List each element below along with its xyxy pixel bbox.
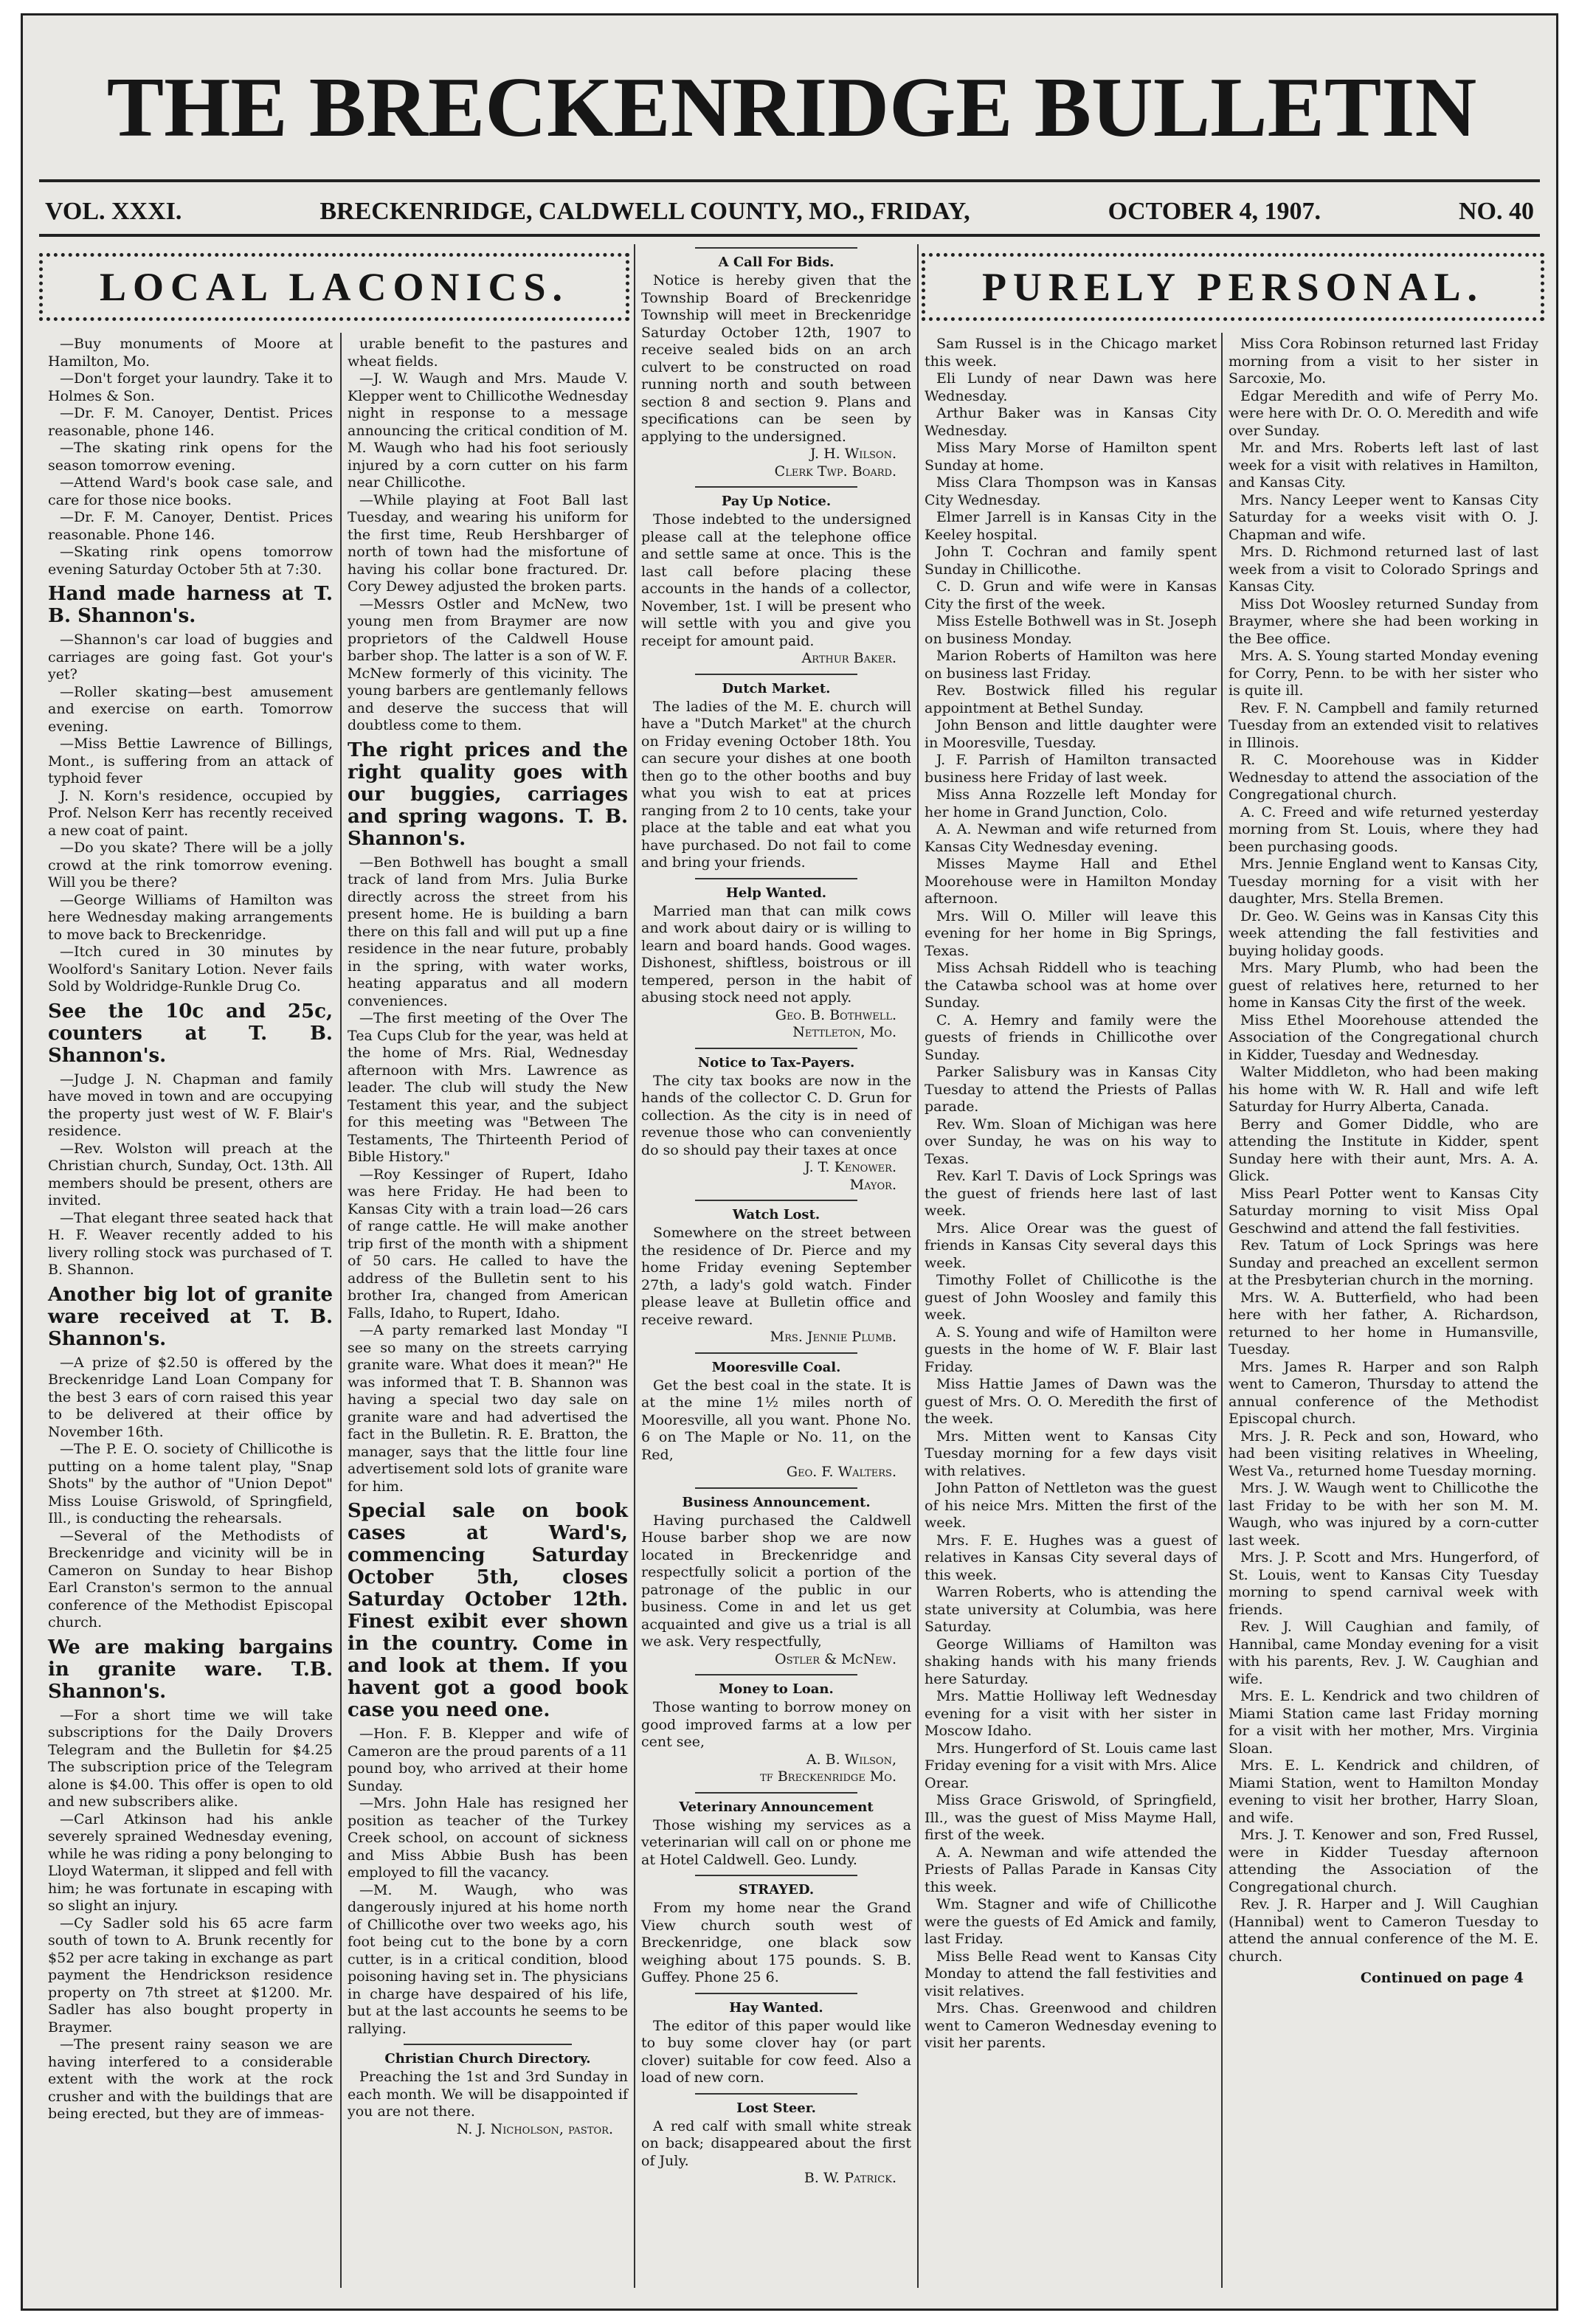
news-item: —Shannon's car load of buggies and carriages are going fast. Got your's yet? — [48, 632, 333, 682]
section-heading: A Call For Bids. — [641, 247, 911, 271]
news-item: The editor of this paper would like to buy some clover hay (or part clover) suitable for cow feed. Also a load of new corn. — [641, 2017, 911, 2086]
news-item: Eli Lundy of near Dawn was here Wednesday. — [925, 370, 1217, 404]
news-item: C. D. Grun and wife were in Kansas City the first of the week. — [925, 578, 1217, 612]
news-item: Mrs. Will O. Miller will leave this evening for her home in Big Springs, Texas. — [925, 907, 1217, 959]
signature: Mayor. — [849, 1176, 896, 1193]
news-item: Mrs. D. Richmond returned last of last week from a visit to Colorado Springs and Kansas City. — [1229, 544, 1538, 595]
signature: Geo. F. Walters. — [786, 1464, 896, 1480]
display-ad: Another big lot of granite ware received at T. B. Shannon's. — [48, 1283, 333, 1350]
news-item: C. A. Hemry and family were the guests of friends in Chillicothe over Sunday. — [925, 1011, 1217, 1063]
news-item: —Rev. Wolston will preach at the Christian church, Sunday, Oct. 13th. All members should be present, others are invited. — [48, 1140, 333, 1208]
issue-date: OCTOBER 4, 1907. — [1108, 198, 1321, 225]
news-item: Miss Hattie James of Dawn was the guest of Mrs. O. O. Meredith the first of the week. — [925, 1376, 1217, 1427]
news-item: Miss Anna Rozzelle left Monday for her home in Grand Junction, Colo. — [925, 786, 1217, 820]
news-item: —Messrs Ostler and McNew, two young men from Braymer are now proprietors of the Caldwell House barber shop. The latter is a son of W. F. McNew formerly of this vicinity. The young barbers are gentlemanly fellows and deserve the success that will doubtless come to them. — [348, 595, 628, 733]
news-item: Rev. Bostwick filled his regular appointment at Bethel Sunday. — [925, 682, 1217, 716]
section-heading: STRAYED. — [641, 1875, 911, 1898]
column-5 — [1229, 336, 1538, 1992]
news-item: Miss Achsah Riddell who is teaching the Catawba school was at home over Sunday. — [925, 960, 1217, 1011]
news-item: —Carl Atkinson had his ankle severely sprained Wednesday evening, while he was riding a pony belonging to Lloyd Waterman, it slipped and fell with him; he was fortunate in escaping with so slight an injury. — [48, 1811, 333, 1914]
news-item: J. F. Parrish of Hamilton transacted business here Friday of last week. — [925, 752, 1217, 786]
news-item: —Judge J. N. Chapman and family have moved in town and are occupying the property just west of W. F. Blair's residence. — [48, 1071, 333, 1139]
news-item: Mrs. Mattie Holliway left Wednesday evening for a visit with her sister in Moscow Idaho. — [925, 1688, 1217, 1739]
news-item: From my home near the Grand View church south west of Breckenridge, one black sow weighing about 175 pounds. S. B. Guffey. Phone 25 6. — [641, 1900, 911, 1985]
news-item: Miss Belle Read went to Kansas City Monday to attend the fall festivities and visit relatives. — [925, 1948, 1217, 1999]
news-item: Having purchased the Caldwell House barber shop we are now located in Breckenridge and respectfully solicit a portion of the patronage of the public in our business. Come in and let us get acquainted and give us a trial is all we ask. Very respectfully, — [641, 1512, 911, 1650]
column-rule — [634, 244, 635, 2288]
news-item: Dr. Geo. W. Geins was in Kansas City this week attending the fall festivities and buying holiday goods. — [1229, 907, 1538, 959]
dateline — [45, 196, 1534, 228]
news-item: Mrs. Chas. Greenwood and children went to Cameron Wednesday evening to visit her parents. — [925, 2000, 1217, 2051]
masthead-rule-top — [39, 179, 1540, 182]
news-item: A. A. Newman and wife attended the Priests of Pallas Parade in Kansas City this week. — [925, 1844, 1217, 1895]
news-item: Those indebted to the undersigned please call at the telephone office and settle same at once. This is the last call before placing these accounts in the hands of a collector, November, 1st. I will be present who will settle with you and give you receipt for amount paid. — [641, 511, 911, 649]
news-item: —George Williams of Hamilton was here Wednesday making arrangements to move back to Breckenridge. — [48, 891, 333, 943]
news-item: —Buy monuments of Moore at Hamilton, Mo. — [48, 336, 333, 370]
news-item: —Mrs. John Hale has resigned her position as teacher of the Turkey Creek school, on account of sickness and Miss Abbie Bush has been employed to fill the vacancy. — [348, 1795, 628, 1881]
news-item: —J. W. Waugh and Mrs. Maude V. Klepper went to Chillicothe Wednesday night in response to a message announcing the critical condition of M. M. Waugh who had his foot seriously injured by a corn cutter on his farm near Chillicothe. — [348, 370, 628, 491]
signature: tf Breckenridge Mo. — [760, 1768, 896, 1785]
news-item: Miss Dot Woosley returned Sunday from Braymer, where she had been working in the Bee office. — [1229, 595, 1538, 647]
newspaper-title: THE BRECKENRIDGE BULLETIN — [106, 60, 1477, 155]
news-item: Mrs. J. W. Waugh went to Chillicothe the last Friday to be with her son M. M. Waugh, who was injured by a corn-cutter last week. — [1229, 1480, 1538, 1549]
news-item: —The P. E. O. society of Chillicothe is putting on a home talent play, "Snap Shots" by the author of "Union Depot" Miss Louise Griswold, of Springfield, Ill., is conducting the rehearsals. — [48, 1441, 333, 1526]
news-item: Edgar Meredith and wife of Perry Mo. were here with Dr. O. O. Meredith and wife over Sunday. — [1229, 387, 1538, 439]
column-3 — [641, 241, 911, 2188]
news-item: Mrs. W. A. Butterfield, who had been here with her father, A. Richardson, returned to her home in Humansville, Tuesday. — [1229, 1289, 1538, 1358]
news-item: —For a short time we will take subscriptions for the Daily Drovers Telegram and the Bulletin for $4.25 The subscription price of the Telegram alone is $4.00. This offer is open to old and new subscribers alike. — [48, 1706, 333, 1810]
news-item: A. A. Newman and wife returned from Kansas City Wednesday evening. — [925, 821, 1217, 855]
news-item: Miss Grace Griswold, of Springfield, Ill., was the guest of Miss Mayme Hall, first of the week. — [925, 1792, 1217, 1843]
section-heading: Help Wanted. — [641, 878, 911, 902]
section-heading: Mooresville Coal. — [641, 1352, 911, 1376]
news-item: The city tax books are now in the hands of the collector C. D. Grun for collection. As the city is in need of revenue those who can conveniently do so should pay their taxes at once — [641, 1072, 911, 1158]
signature: N. J. Nicholson, pastor. — [456, 2120, 613, 2137]
section-heading: Dutch Market. — [641, 674, 911, 697]
news-item: Miss Cora Robinson returned last Friday morning from a visit to her sister in Sarcoxie, Mo. — [1229, 336, 1538, 387]
masthead-rule-bottom — [39, 234, 1540, 237]
news-item: —Don't forget your laundry. Take it to Holmes & Son. — [48, 370, 333, 404]
news-item: Miss Clara Thompson was in Kansas City Wednesday. — [925, 474, 1217, 508]
signature: Arthur Baker. — [801, 650, 896, 666]
news-item: —A prize of $2.50 is offered by the Breckenridge Land Loan Company for the best 3 ears of corn raised this year to be delivered at their office by November 16th. — [48, 1354, 333, 1440]
section-heading: Hay Wanted. — [641, 1993, 911, 2016]
news-item: —Roy Kessinger of Rupert, Idaho was here Friday. He had been to Kansas City with a train load—26 cars of range cattle. He will make another trip first of the month with a shipment of 50 cars. He called to have the address of the Bulletin sent to his brother Ira, changed from American Falls, Idaho, to Rupert, Idaho. — [348, 1166, 628, 1321]
newspaper-page — [21, 13, 1558, 2311]
news-item: Elmer Jarrell is in Kansas City in the Keeley hospital. — [925, 509, 1217, 543]
news-item: Rev. F. N. Campbell and family returned Tuesday from an extended visit to relatives in Illinois. — [1229, 699, 1538, 751]
news-item: A. S. Young and wife of Hamilton were guests in the home of W. F. Blair last Friday. — [925, 1324, 1217, 1375]
news-item: Notice is hereby given that the Township Board of Breckenridge Township will meet in Breckenridge Saturday October 12th, 1907 to receive sealed bids on an arch culvert to be constructed on road running north and south between section 8 and section 9. Plans and specifications can be seen by applying to the undersigned. — [641, 272, 911, 445]
news-item: —M. M. Waugh, who was dangerously injured at his home north of Chillicothe over two weeks ago, his foot being cut to the bone by a corn cutter, is in a critical condition, blood poisoning having set in. The physicians in charge have despaired of his life, but at the last accounts he seems to be rallying. — [348, 1881, 628, 2037]
news-item: —That elegant three seated hack that H. F. Weaver recently added to his livery rolling stock was purchased of T. B. Shannon. — [48, 1209, 333, 1278]
signature: Nettleton, Mo. — [792, 1024, 896, 1040]
section-heading: Money to Loan. — [641, 1674, 911, 1698]
news-item: Mrs. J. P. Scott and Mrs. Hungerford, of St. Louis, went to Kansas City Tuesday morning to spend carnival week with friends. — [1229, 1549, 1538, 1618]
news-item: Arthur Baker was in Kansas City Wednesday. — [925, 405, 1217, 439]
section-heading: Lost Steer. — [641, 2093, 911, 2117]
news-item: Warren Roberts, who is attending the state university at Columbia, was here Saturday. — [925, 1584, 1217, 1635]
column-rule — [340, 333, 342, 2288]
news-item: —Several of the Methodists of Breckenridge and vicinity will be in Cameron on Sunday to hear Bishop Earl Cranston's sermon to the annual conference of the Methodist Episcopal church. — [48, 1527, 333, 1630]
news-item: Those wishing my services as a veterinarian will call on or phone me at Hotel Caldwell. Geo. Lundy. — [641, 1816, 911, 1868]
news-item: —Attend Ward's book case sale, and care for those nice books. — [48, 474, 333, 508]
continued-notice: Continued on page 4 — [1360, 1970, 1524, 1986]
news-item: —Do you skate? There will be a jolly crowd at the rink tomorrow evening. Will you be there? — [48, 840, 333, 890]
news-item: Mrs. Mary Plumb, who had been the guest of relatives here, returned to her home in Kansas City the first of the week. — [1229, 960, 1538, 1011]
news-item: Miss Pearl Potter went to Kansas City Saturday morning to visit Miss Opal Geschwind and attend the fall festivities. — [1229, 1185, 1538, 1237]
news-item: The ladies of the M. E. church will have a "Dutch Market" at the church on Friday evening October 18th. You can secure your dishes at one booth then go to the other booths and buy what you wish to eat at prices ranging from 2 to 10 cents, take your place at the table and eat what you have purchased. Do not fail to come and bring your friends. — [641, 698, 911, 871]
news-item: —Skating rink opens tomorrow evening Saturday October 5th at 7:30. — [48, 544, 333, 578]
news-item: urable benefit to the pastures and wheat fields. — [348, 336, 628, 370]
display-ad: See the 10c and 25c, counters at T. B. Shannon's. — [48, 1000, 333, 1067]
signature: A. B. Wilson, — [806, 1751, 896, 1768]
news-item: Miss Mary Morse of Hamilton spent Sunday at home. — [925, 440, 1217, 474]
news-item: —Roller skating—best amusement and exercise on earth. Tomorrow evening. — [48, 683, 333, 735]
news-item: Mrs. Nancy Leeper went to Kansas City Saturday for a weeks visit with O. J. Chapman and wife. — [1229, 491, 1538, 543]
column-1 — [48, 336, 333, 2123]
news-item: Somewhere on the street between the residence of Dr. Pierce and my home Friday evening September 27th, a lady's gold watch. Finder please leave at Bulletin office and receive reward. — [641, 1225, 911, 1328]
signature: Clerk Twp. Board. — [774, 463, 896, 480]
news-item: Sam Russel is in the Chicago market this week. — [925, 336, 1217, 370]
signature: Ostler & McNew. — [775, 1650, 896, 1667]
news-item: —Hon. F. B. Klepper and wife of Cameron are the proud parents of a 11 pound boy, who arrived at their home Sunday. — [348, 1726, 628, 1794]
news-item: John Benson and little daughter were in Mooresville, Tuesday. — [925, 717, 1217, 751]
news-item: Mrs. James R. Harper and son Ralph went to Cameron, Thursday to attend the annual conference of the Methodist Episcopal church. — [1229, 1358, 1538, 1427]
section-heading: Business Announcement. — [641, 1487, 911, 1511]
news-item: Mrs. Jennie England went to Kansas City, Tuesday morning for a visit with her daughter, Mrs. Stella Bremen. — [1229, 856, 1538, 907]
news-item: Rev. Wm. Sloan of Michigan was here over Sunday, he was on his way to Texas. — [925, 1116, 1217, 1167]
purely-personal-banner: PURELY PERSONAL. — [922, 253, 1544, 321]
news-item: Get the best coal in the state. It is at the mine 1½ miles north of Mooresville, all you want. Phone No. 6 on The Maple or No. 11, on the Red, — [641, 1377, 911, 1463]
news-item: —Dr. F. M. Canoyer, Dentist. Prices reasonable, phone 146. — [48, 405, 333, 439]
section-heading: Pay Up Notice. — [641, 486, 911, 510]
section-heading: Notice to Tax-Payers. — [641, 1048, 911, 1071]
display-ad: Special sale on book cases at Ward's, commencing Saturday October 5th, closes Saturday October 12th. Finest exibit ever shown in the country. Come in and look at them. If you havent got a good book case you need one. — [348, 1500, 628, 1721]
news-item: J. N. Korn's residence, occupied by Prof. Nelson Kerr has recently received a new coat of paint. — [48, 787, 333, 839]
signature: J. H. Wilson. — [809, 446, 896, 462]
news-item: —Ben Bothwell has bought a small track of land from Mrs. Julia Burke directly across the street from his present home. He is building a barn there on this fall and will put up a fine residence in the near future, probably in the spring, with water works, heating apparatus and all modern conveniences. — [348, 854, 628, 1009]
issue-number: NO. 40 — [1459, 198, 1534, 225]
news-item: A red calf with small white streak on back; disappeared about the first of July. — [641, 2117, 911, 2169]
news-item: —The present rainy season we are having interfered to a considerable extent with the work at the rock crusher and with the buildings that are being erected, but they are of immeas- — [48, 2036, 333, 2122]
news-item: Rev. J. Will Caughian and family, of Hannibal, came Monday evening for a visit with his parents, Rev. J. W. Caughian and wife. — [1229, 1619, 1538, 1687]
column-4 — [925, 336, 1217, 2052]
news-item: —Miss Bettie Lawrence of Billings, Mont., is suffering from an attack of typhoid fever — [48, 736, 333, 786]
news-item: —Cy Sadler sold his 65 acre farm south of town to A. Brunk recently for $52 per acre taking in exchange as part payment the Hendrickson residence property on 7th street at $1200. Mr. Sadler has also bought property in Braymer. — [48, 1915, 333, 2036]
news-item: Rev. Karl T. Davis of Lock Springs was the guest of friends here last of last week. — [925, 1168, 1217, 1219]
place: BRECKENRIDGE, CALDWELL COUNTY, MO., FRIDAY, — [319, 198, 970, 225]
news-item: Rev. J. R. Harper and J. Will Caughian (Hannibal) went to Cameron Tuesday to attend the annual conference of the M. E. church. — [1229, 1896, 1538, 1965]
news-item: Mrs. J. R. Peck and son, Howard, who had been visiting relatives in Wheeling, West Va., returned home Tuesday morning. — [1229, 1428, 1538, 1479]
display-ad: The right prices and the right quality goes with our buggies, carriages and spring wagons. T. B. Shannon's. — [348, 739, 628, 850]
news-item: Rev. Tatum of Lock Springs was here Sunday and preached an excellent sermon at the Presbyterian church in the morning. — [1229, 1237, 1538, 1288]
news-item: —While playing at Foot Ball last Tuesday, and wearing his uniform for the first time, Reub Hershbarger of north of town had the misfortune of having his collar bone fractured. Dr. Cory Dewey adjusted the broken parts. — [348, 491, 628, 595]
news-item: Timothy Follet of Chillicothe is the guest of John Woosley and family this week. — [925, 1272, 1217, 1323]
section-heading: Veterinary Announcement — [641, 1792, 911, 1816]
news-item: Wm. Stagner and wife of Chillicothe were the guests of Ed Amick and family, last Friday. — [925, 1896, 1217, 1947]
signature: Mrs. Jennie Plumb. — [770, 1329, 896, 1345]
news-item: Married man that can milk cows and work about dairy or is willing to learn and board hands. Good wages. Dishonest, shiftless, boistrous or ill tempered, person in the habit of abusing stock need not apply. — [641, 902, 911, 1006]
section-heading: Watch Lost. — [641, 1200, 911, 1223]
news-item: Preaching the 1st and 3rd Sunday in each month. We will be disappointed if you are not there. — [348, 2069, 628, 2120]
news-item: —A party remarked last Monday "I see so many on the streets carrying granite ware. What does it mean?" He was informed that T. B. Shannon was having a special two day sale on granite ware and had advertised the fact in the Bulletin. R. E. Bratton, the manager, says that the little four line advertisement sold lots of granite ware for him. — [348, 1322, 628, 1495]
news-item: Mrs. Hungerford of St. Louis came last Friday evening for a visit with Mrs. Alice Orear. — [925, 1740, 1217, 1791]
news-item: Walter Middleton, who had been making his home with W. R. Hall and wife left Saturday for Hurry Alberta, Canada. — [1229, 1064, 1538, 1115]
news-item: Mrs. A. S. Young started Monday evening for Corry, Penn. to be with her sister who is quite ill. — [1229, 648, 1538, 699]
news-item: George Williams of Hamilton was shaking hands with his many friends here Saturday. — [925, 1636, 1217, 1687]
display-ad: Hand made harness at T. B. Shannon's. — [48, 583, 333, 627]
column-2 — [348, 336, 628, 2138]
news-item: Those wanting to borrow money on good improved farms at a low per cent see, — [641, 1699, 911, 1750]
news-item: —The first meeting of the Over The Tea Cups Club for the year, was held at the home of Mrs. Rial, Wednesday afternoon with Mrs. Lawrence as leader. The club will study the New Testament this year, and the subject for this meeting was "Between The Testaments, The Thirteenth Period of Bible History." — [348, 1010, 628, 1165]
news-item: John Patton of Nettleton was the guest of his neice Mrs. Mitten the first of the week. — [925, 1480, 1217, 1531]
news-item: A. C. Freed and wife returned yesterday morning from St. Louis, where they had been purchasing goods. — [1229, 803, 1538, 855]
column-rule — [1221, 333, 1223, 2288]
news-item: Mr. and Mrs. Roberts left last of last week for a visit with relatives in Hamilton, and Kansas City. — [1229, 440, 1538, 491]
display-ad: We are making bargains in granite ware. T.B. Shannon's. — [48, 1636, 333, 1703]
news-item: Marion Roberts of Hamilton was here on business last Friday. — [925, 648, 1217, 682]
news-item: Mrs. Alice Orear was the guest of friends in Kansas City several days this week. — [925, 1220, 1217, 1271]
news-item: —The skating rink opens for the season tomorrow evening. — [48, 440, 333, 474]
news-item: Miss Ethel Moorehouse attended the Association of the Congregational church in Kidder, Tuesday and Wednesday. — [1229, 1011, 1538, 1063]
signature: B. W. Patrick. — [804, 2170, 896, 2186]
news-item: Misses Mayme Hall and Ethel Moorehouse were in Hamilton Monday afternoon. — [925, 856, 1217, 907]
news-item: Mrs. F. E. Hughes was a guest of relatives in Kansas City several days of this week. — [925, 1532, 1217, 1583]
news-item: —Itch cured in 30 minutes by Woolford's Sanitary Lotion. Never fails Sold by Woldridge-Runkle Drug Co. — [48, 944, 333, 995]
volume: VOL. XXXI. — [45, 198, 182, 225]
news-item: Berry and Gomer Diddle, who are attending the Institute in Kidder, spent Sunday here with their aunt, Mrs. A. A. Glick. — [1229, 1116, 1538, 1184]
news-item: Mrs. Mitten went to Kansas City Tuesday morning for a few days visit with relatives. — [925, 1428, 1217, 1479]
news-item: Miss Estelle Bothwell was in St. Joseph on business Monday. — [925, 613, 1217, 647]
news-item: Mrs. E. L. Kendrick and two children of Miami Station came last Friday morning for a visit with her mother, Mrs. Virginia Sloan. — [1229, 1688, 1538, 1757]
news-item: Parker Salisbury was in Kansas City Tuesday to attend the Priests of Pallas parade. — [925, 1064, 1217, 1115]
signature: Geo. B. Bothwell. — [775, 1006, 896, 1023]
news-item: R. C. Moorehouse was in Kidder Wednesday to attend the association of the Congregational church. — [1229, 752, 1538, 803]
column-rule — [917, 244, 919, 2288]
section-heading: Christian Church Directory. — [348, 2044, 628, 2067]
news-item: Mrs. J. T. Kenower and son, Fred Russel, were in Kidder Tuesday afternoon attending the Association of the Congregational church. — [1229, 1827, 1538, 1895]
local-laconics-banner: LOCAL LACONICS. — [39, 253, 629, 321]
signature: J. T. Kenower. — [804, 1159, 896, 1175]
news-item: John T. Cochran and family spent Sunday in Chillicothe. — [925, 544, 1217, 578]
news-item: —Dr. F. M. Canoyer, Dentist. Prices reasonable. Phone 146. — [48, 509, 333, 543]
news-item: Mrs. E. L. Kendrick and children, of Miami Station, went to Hamilton Monday evening to visit her brother, Harry Sloan, and wife. — [1229, 1757, 1538, 1826]
